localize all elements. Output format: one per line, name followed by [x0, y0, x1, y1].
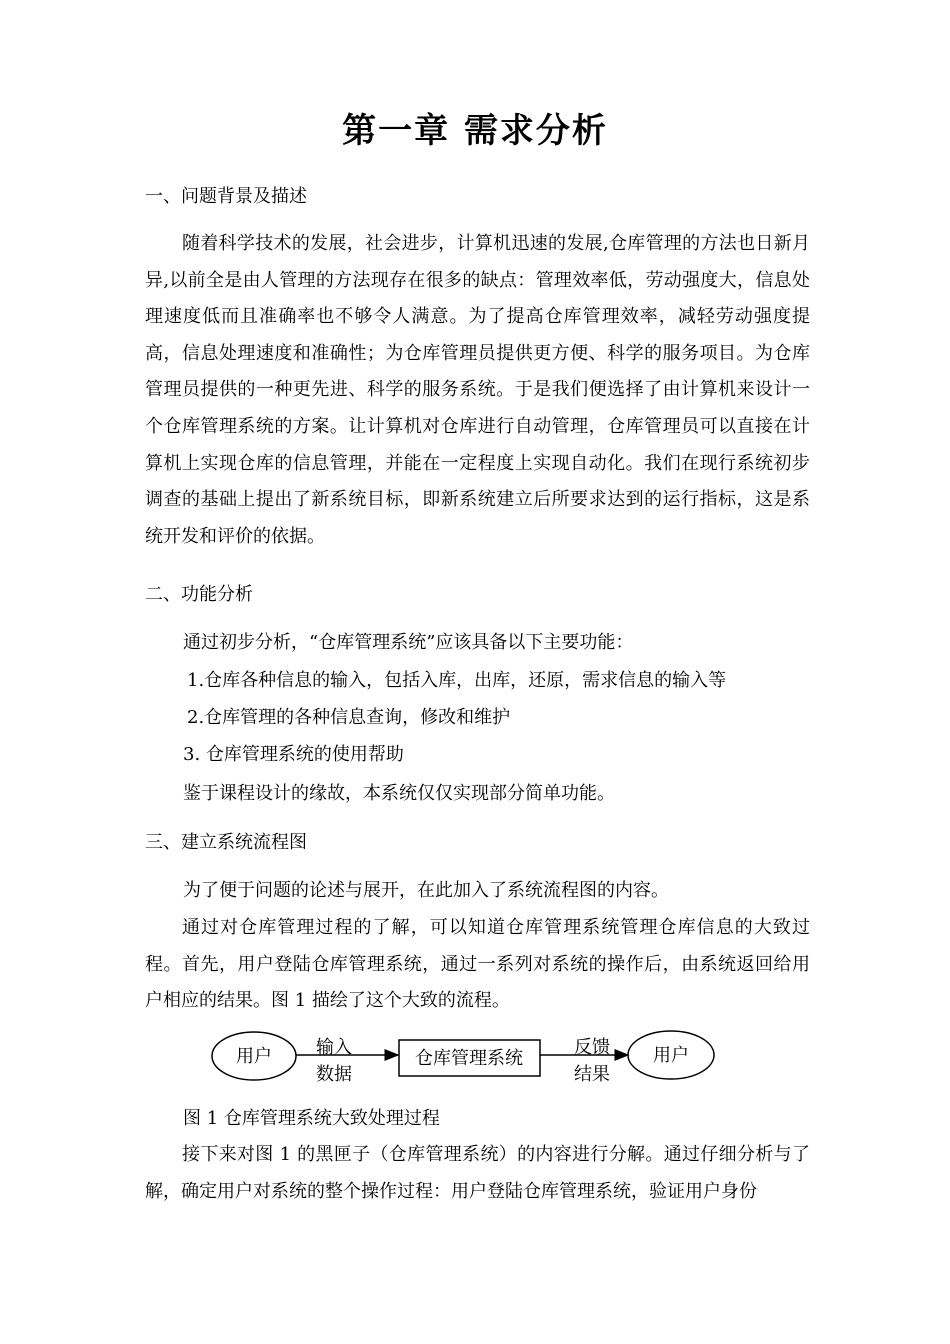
function-item-1: 1.仓库各种信息的输入，包括入库，出库，还原，需求信息的输入等	[187, 670, 727, 691]
function-item-3: 3. 仓库管理系统的使用帮助	[183, 744, 404, 765]
decomposition-paragraph: 接下来对图 1 的黑匣子（仓库管理系统）的内容进行分解。通过仔细分析与了解，确定用户对系统的整个操作过程：用户登陆仓库管理系统，验证用户身份	[145, 1144, 810, 1202]
section-heading-function-analysis: 二、功能分析	[145, 584, 253, 605]
figure-caption: 图 1 仓库管理系统大致处理过程	[183, 1108, 440, 1129]
user-node-right	[628, 1031, 714, 1079]
arrow-feedback-label-top: 反馈	[574, 1037, 610, 1058]
background-paragraph: 随着科学技术的发展，社会进步，计算机迅速的发展,仓库管理的方法也日新月异,以前全是由人管理的方法现存在很多的缺点：管理效率低，劳动强度大，信息处理速度低而且准确率也不够令人满意。为了提高仓库管理效率，减轻劳动强度提高，信息处理速度和准确性；为仓库管理员提供更方便、科学的服务项目。为仓库管理员提供的一种更先进、科学的服务系统。于是我们便选择了由计算机来设计一个仓库管理系统的方案。让计算机对仓库进行自动管理，仓库管理员可以直接在计算机上实现仓库的信息管理，并能在一定程度上实现自动化。我们在现行系统初步调查的基础上提出了新系统目标，即新系统建立后所要求达到的运行指标，这是系统开发和评价的依据。	[145, 233, 810, 547]
system-flow-diagram	[205, 1028, 725, 1090]
chapter-title: 第一章 需求分析	[342, 111, 608, 151]
warehouse-system-node	[399, 1040, 540, 1076]
function-note: 鉴于课程设计的缘故，本系统仅仅实现部分简单功能。	[183, 783, 615, 804]
warehouse-system-node-label: 仓库管理系统	[415, 1048, 523, 1069]
function-item-2: 2.仓库管理的各种信息查询，修改和维护	[187, 707, 511, 728]
arrow-input-label-top: 输入	[316, 1037, 352, 1058]
arrow-input-label-bottom: 数据	[316, 1064, 352, 1085]
user-node-right-label: 用户	[653, 1045, 689, 1066]
section-heading-flowchart: 三、建立系统流程图	[145, 832, 307, 853]
section-heading-background: 一、问题背景及描述	[145, 186, 307, 207]
user-node-left-label: 用户	[236, 1046, 272, 1067]
user-node-left	[212, 1032, 296, 1080]
flowchart-description: 通过对仓库管理过程的了解，可以知道仓库管理系统管理仓库信息的大致过程。首先，用户登陆仓库管理系统，通过一系列对系统的操作后，由系统返回给用户相应的结果。图 1 描绘了这个大致的流程。	[145, 917, 810, 1012]
arrow-feedback-label-bottom: 结果	[574, 1064, 610, 1085]
function-intro: 通过初步分析，“仓库管理系统”应该具备以下主要功能：	[183, 632, 634, 653]
flowchart-intro: 为了便于问题的论述与展开，在此加入了系统流程图的内容。	[183, 880, 669, 901]
